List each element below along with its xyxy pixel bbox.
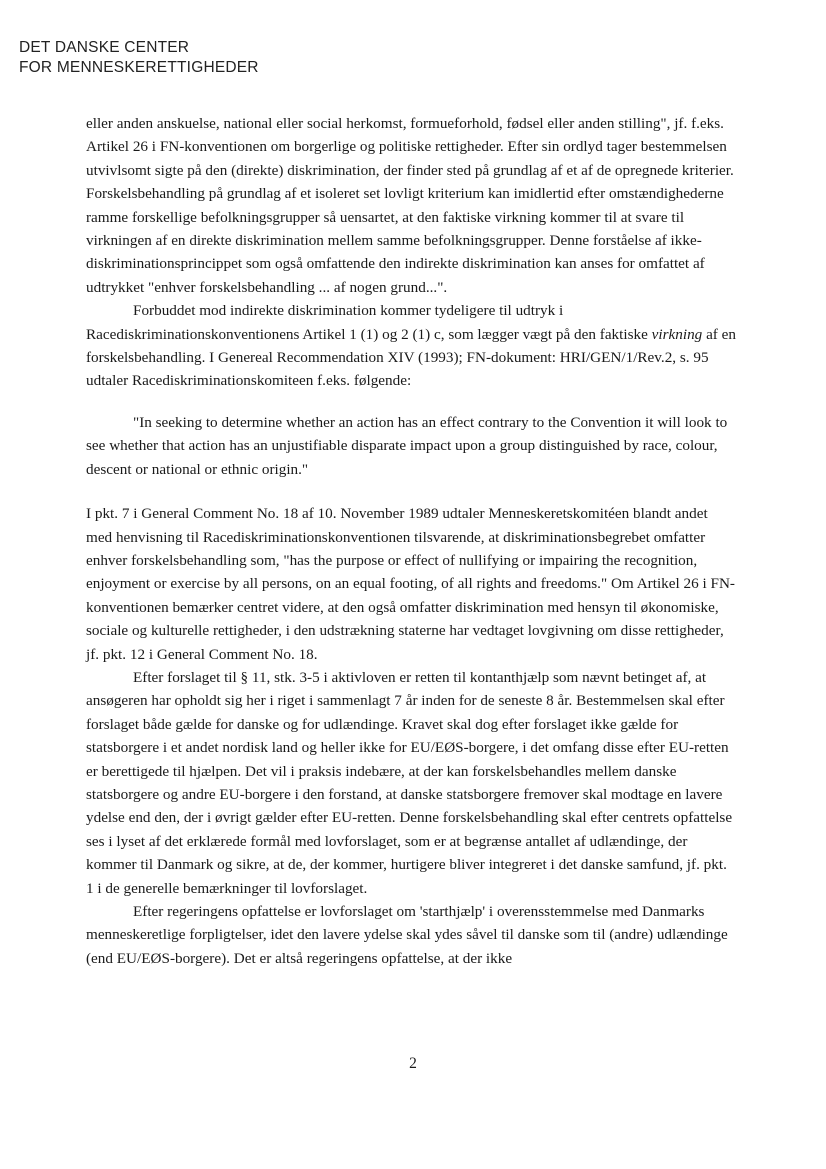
page-number: 2 [409,1055,417,1072]
paragraph-5: Efter regeringens opfattelse er lovforslaget om 'starthjælp' i overensstemmelse med Danmarks menneskeretlige forpligtelser, idet den lavere ydelse skal ydes såvel til danske som til (andre) udlændinge (end EU/EØS-borgere). Det er altså regeringens opfattelse, at der ikke [86,903,728,967]
paragraph-2-text-a: Forbuddet mod indirekte diskrimination kommer tydeligere til udtryk i Racediskriminationskonventionens Artikel 1 (1) og 2 (1) c, som lægger vægt på den faktiske [86,302,652,343]
paragraph-2-emphasis: virkning [651,325,703,343]
paragraph-3: I pkt. 7 i General Comment No. 18 af 10. November 1989 udtaler Menneskeretskomitéen blandt andet med henvisning til Racediskriminationskonventionen tilsvarende, at diskriminationsbegrebet omfatter enhver forskelsbehandling som, "has the purpose or effect of nullifying or impairing the recognition, enjoyment or exercise by all persons, on an equal footing, of all rights and freedoms." Om Artikel 26 i FN-konventionen bemærker centret videre, at den også omfatter diskrimination med hensyn til økonomiske, sociale og kulturelle rettigheder, i den udstrækning staterne har vedtaget lovgivning om disse rettigheder, jf. pkt. 12 i General Comment No. 18. [86,505,735,663]
paragraph-1: eller anden anskuelse, national eller social herkomst, formueforhold, fødsel eller anden stilling", jf. f.eks. Artikel 26 i FN-konventionen om borgerlige og politiske rettigheder. Efter sin ordlyd tager bestemmelsen utvivlsomt sigte på den (direkte) diskrimination, der finder sted på grundlag af et af de opregnede kriterier. Forskelsbehandling på grundlag af et isoleret set lovligt kriterium kan imidlertid efter omstændighederne ramme forskellige befolkningsgrupper så uensartet, at den faktiske virkning kommer til at svare til virkningen af en direkte diskrimination mellem samme befolkningsgrupper. Denne forståelse af ikke-diskriminationsprincippet som også omfattende den indirekte diskrimination kan anses for omfattet af udtrykket "enhver forskelsbehandling ... af nogen grund...". [86,115,734,296]
paragraph-4: Efter forslaget til § 11, stk. 3-5 i aktivloven er retten til kontanthjælp som nævnt betinget af, at ansøgeren har opholdt sig her i riget i sammenlagt 7 år inden for de seneste 8 år. Bestemmelsen skal efter forslaget både gælde for danske og for udlændinge. Kravet skal dog efter forslaget ikke gælde for statsborgere i et andet nordisk land og heller ikke for EU/EØS-borgere, i det omfang disse efter EU-retten er berettigede til hjælpen. Det vil i praksis indebære, at der kan forskelsbehandles mellem danske statsborgere og andre EU-borgere i den forstand, at danske statsborgere fremover skal modtage en lavere ydelse end den, der i øvrigt gælder efter EU-retten. Denne forskelsbehandling skal efter centrets opfattelse ses i lyset af det erklærede formål med lovforslaget, som er at begrænse antallet af udlændinge, der kommer til Danmark og sikre, at de, der kommer, hurtigere bliver integreret i det danske samfund, jf. pkt. 1 i de generelle bemærkninger til lovforslaget. [86,668,733,897]
letterhead-line-2: FOR MENNESKERETTIGHEDER [19,59,259,76]
paragraph-2-text-b: af en forskelsbehandling. I Genereal Recommendation XIV (1993); FN-dokument: HRI/GEN/1/Rev.2, s. 95 udtaler Racediskriminationskomiteen f.eks. følgende: [86,325,736,390]
paragraph-2 [86,299,736,393]
block-quote: "In seeking to determine whether an action has an effect contrary to the Convention it will look to see whether that action has an unjustifiable disparate impact upon a group distinguished by race, colour, descent or national or ethnic origin." [86,413,728,478]
letterhead-line-1: DET DANSKE CENTER [19,39,190,56]
letterhead [19,38,259,78]
document-body [86,112,736,970]
